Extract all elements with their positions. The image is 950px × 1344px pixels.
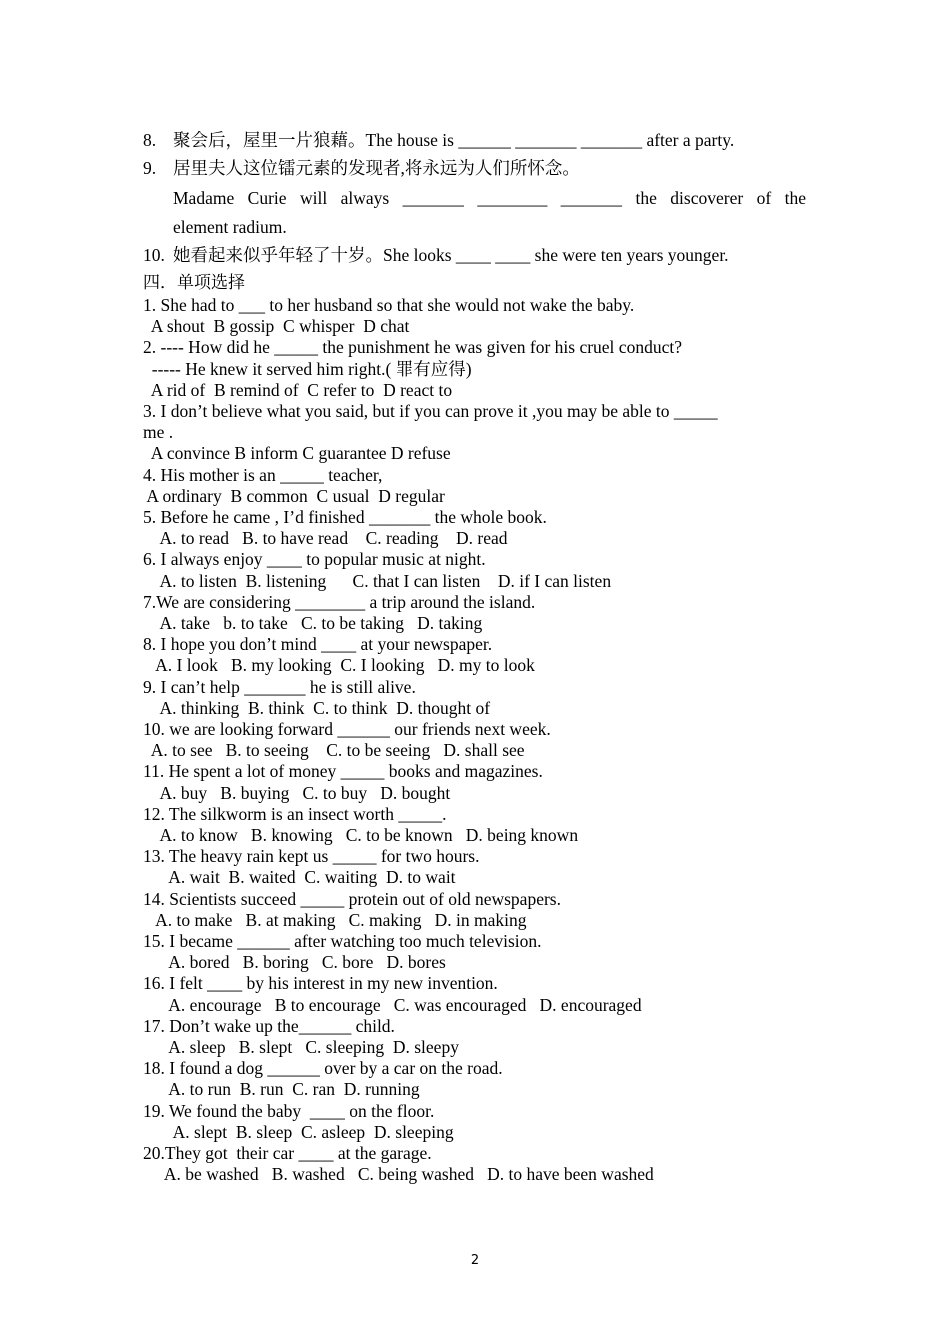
question-line: A rid of B remind of C refer to D react to [143,379,453,400]
translation-item-9-text: 居里夫人这位镭元素的发现者,将永远为人们所怀念。 [173,158,580,178]
translation-item-8-text: 聚会后，屋里一片狼藉。The house is ______ _______ _______ after a party. [173,130,735,150]
question-line: A. slept B. sleep C. asleep D. sleeping [143,1121,454,1142]
question-line: A. encourage B to encourage C. was encouraged D. encouraged [143,994,642,1015]
translation-item-10-text: 她看起来似乎年轻了十岁。She looks ____ ____ she were ten years younger. [173,245,729,265]
question-line: 17. Don’t wake up the______ child. [143,1015,395,1036]
translation-item-9-english: Madame Curie will always _______ ________ _______ the discoverer of the [173,188,806,208]
question-line: A. be washed B. washed C. being washed D. to have been washed [143,1164,654,1185]
translation-item-9-continuation: element radium. [173,217,287,237]
question-line: A. to read B. to have read C. reading D. read [143,528,508,549]
question-line: A. to see B. to seeing C. to be seeing D. shall see [143,740,525,761]
question-line: 15. I became ______ after watching too much television. [143,931,542,951]
question-line: A. take b. to take C. to be taking D. taking [143,613,483,633]
question-line: A. sleep B. slept C. sleeping D. sleepy [143,1037,459,1057]
question-line: A. buy B. buying C. to buy D. bought [143,782,451,803]
question-line: 13. The heavy rain kept us _____ for two hours. [143,846,480,867]
question-line: 9. I can’t help _______ he is still alive. [143,676,416,697]
question-line: 20.They got their car ____ at the garage. [143,1143,432,1163]
question-line: 10. we are looking forward ______ our friends next week. [143,719,551,739]
question-line: 7.We are considering ________ a trip around the island. [143,591,536,612]
translation-item-8-number: 8. [143,130,157,150]
question-line: 8. I hope you don’t mind ____ at your newspaper. [143,634,493,655]
question-line: 1. She had to ___ to her husband so that she would not wake the baby. [143,295,635,315]
question-line: 6. I always enjoy ____ to popular music at night. [143,549,486,570]
question-line: A shout B gossip C whisper D chat [143,316,410,337]
question-line: me . [143,422,174,443]
question-line: A. wait B. waited C. waiting D. to wait [143,867,456,888]
question-line: 3. I don’t believe what you said, but if you can prove it ,you may be able to _____ [143,401,718,421]
question-line: A. to run B. run C. ran D. running [143,1079,420,1100]
question-line: A. thinking B. think C. to think D. thought of [143,697,491,718]
question-line: A. bored B. boring C. bore D. bores [143,952,446,973]
question-line: 18. I found a dog ______ over by a car on the road. [143,1058,503,1079]
question-line: 5. Before he came , I’d finished _______ the whole book. [143,507,547,527]
section-title: 四．单项选择 [143,273,245,293]
question-line: 4. His mother is an _____ teacher, [143,464,383,485]
question-line: 2. ---- How did he _____ the punishment he was given for his cruel conduct? [143,337,682,358]
question-line: 19. We found the baby ____ on the floor. [143,1100,435,1121]
question-line: A. to make B. at making C. making D. in making [143,909,527,930]
page-number: 2 [470,1253,480,1268]
question-line: A. to listen B. listening C. that I can listen D. if I can listen [143,570,612,591]
question-line: A. to know B. knowing C. to be known D. being known [143,825,579,845]
question-line: 12. The silkworm is an insect worth _____. [143,803,447,824]
question-line: A convince B inform C guarantee D refuse [143,443,451,464]
question-line: A ordinary B common C usual D regular [143,485,445,506]
question-line: 11. He spent a lot of money _____ books and magazines. [143,761,543,782]
question-line: 14. Scientists succeed _____ protein out of old newspapers. [143,888,561,909]
translation-item-9-number: 9. [143,158,157,178]
question-line: 16. I felt ____ by his interest in my new invention. [143,973,498,994]
translation-item-10-number: 10. [143,245,165,265]
question-line: A. I look B. my looking C. I looking D. my to look [143,655,535,676]
question-line: ----- He knew it served him right.( 罪有应得) [143,358,472,379]
